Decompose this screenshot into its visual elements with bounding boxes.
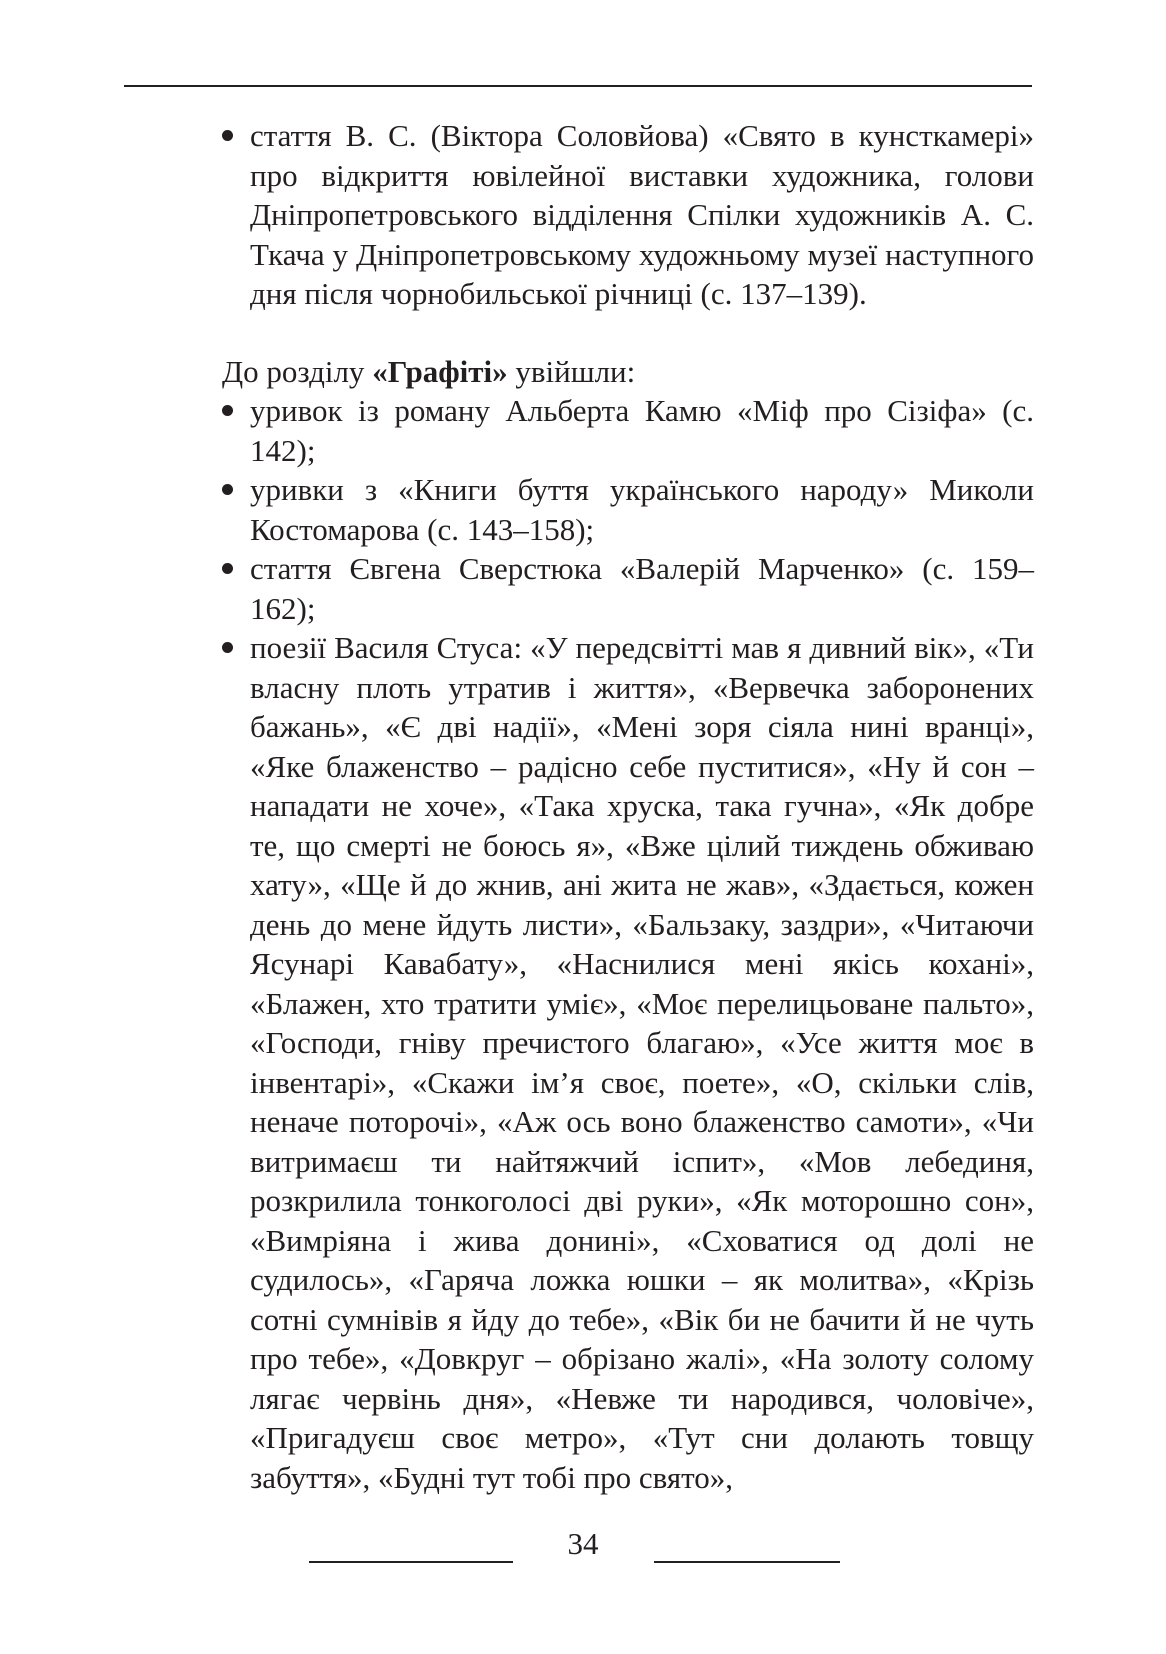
list-item [222, 470, 1034, 549]
list-item [222, 549, 1034, 628]
list-item-text: уривки з «Книги буття українського народу» Миколи Костомарова (с. 143–158); [250, 472, 1034, 547]
section-intro-prefix: До розділу [222, 353, 373, 389]
list-item-text: уривок із роману Альберта Камю «Міф про Сізіфа» (с. 142); [250, 393, 1034, 468]
footer-rule-left [309, 1561, 513, 1563]
bullet-icon [222, 563, 233, 574]
bullet-icon [222, 405, 233, 416]
footer-rule-right [654, 1561, 840, 1563]
bullet-icon [222, 642, 233, 653]
page-number: 34 [567, 1526, 599, 1561]
bullet-icon [222, 484, 233, 495]
list-item-text: поезії Василя Стуса: «У передсвітті мав я дивний вік», «Ти власну плоть утратив і життя», «Вервечка заборонених бажань», «Є дві надії», «Мені зоря сіяла нині вранці», «Яке блаженство – радісно себе пуститися», «Ну й сон – нападати не хоче», «Така хруска, така гучна», «Як добре те, що смерті не боюсь я», «Вже цілий тиждень обживаю хату», «Ще й до жнив, ані жита не жав», «Здається, кожен день до мене йдуть листи», «Бальзаку, заздри», «Читаючи Ясунарі Кавабату», «Наснилися мені якісь кохані», «Блажен, хто тратити уміє», «Моє перелицьоване пальто», «Господи, гніву пречистого благаю», «Усе життя моє в інвентарі», «Скажи ім’я своє, поете», «О, скільки слів, неначе поторочі», «Аж ось воно блаженство самоти», «Чи витримаєш ти найтяжчий іспит», «Мов лебединя, розкрилила тонкоголосі дві руки», «Як моторошно сон», «Вимріяна і жива донині», «Сховатися од долі не судилось», «Гаряча ложка юшки – як молитва», «Крізь сотні сумнівів я йду до тебе», «Вік би не бачити й не чуть про тебе», «Довкруг – обрізано жалі», «На золоту солому лягає червінь дня», «Невже ти народився, чоловіче», «Пригадуєш своє метро», «Тут сни долають товщу забуття», «Будні тут тобі про свято», [250, 630, 1034, 1495]
header-rule [124, 85, 1032, 87]
list-item-text: стаття Євгена Сверстюка «Валерій Марченко» (с. 159–162); [250, 551, 1034, 626]
section-title: «Графіті» [372, 353, 508, 389]
first-bullet-list [222, 116, 1034, 314]
list-item-text: стаття В. С. (Віктора Соловйова) «Свято в кунсткамері» про відкриття ювілейної виставки художника, голови Дніпропетровського відділення Спілки художників А. С. Ткача у Дніпропетровському художньому музеї наступного дня після чорнобильської річниці (с. 137–139). [250, 118, 1034, 311]
section-intro [222, 352, 1034, 392]
list-item [222, 116, 1034, 314]
list-item [222, 628, 1034, 1497]
bullet-icon [222, 130, 233, 141]
list-item [222, 391, 1034, 470]
page-body [222, 116, 1034, 1497]
second-bullet-list [222, 391, 1034, 1497]
section-intro-suffix: увійшли: [507, 353, 636, 389]
